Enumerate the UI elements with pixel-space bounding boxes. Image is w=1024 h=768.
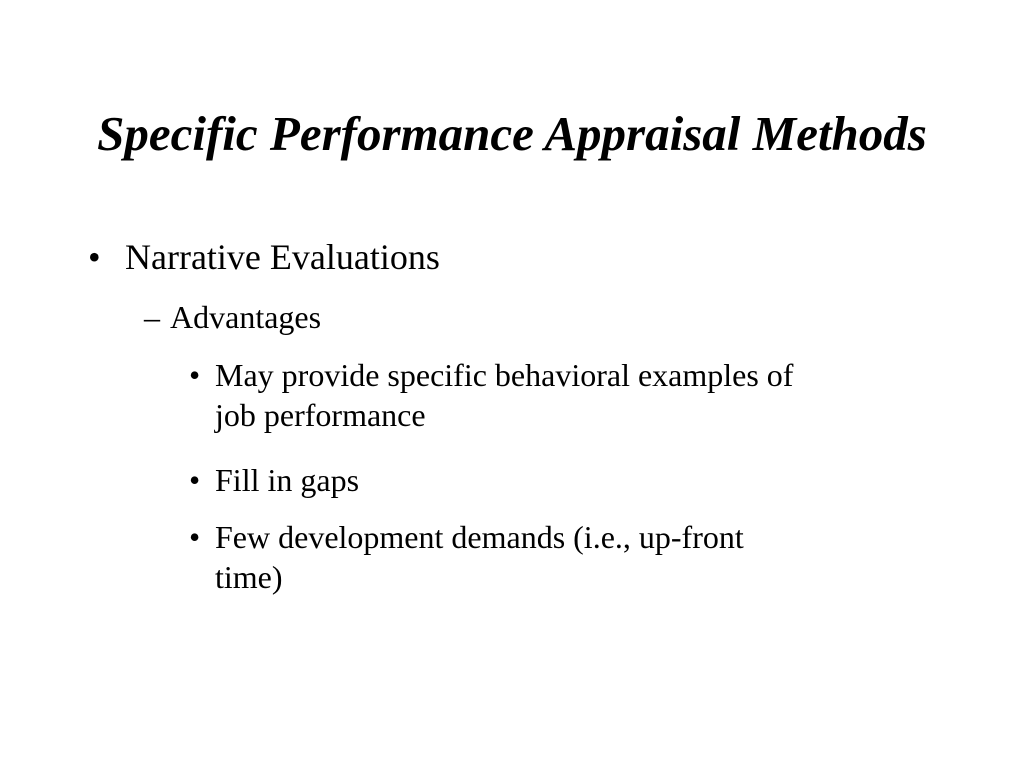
sub-sub-bullet-text-line: May provide specific behavioral examples of <box>215 357 794 393</box>
bullet-icon: • <box>189 357 201 393</box>
bullet-text: Narrative Evaluations <box>125 237 440 277</box>
sub-sub-bullet-item <box>189 355 949 435</box>
bullet-icon: • <box>189 519 201 555</box>
bullet-icon: • <box>189 462 201 498</box>
sub-sub-bullet-text-line: job performance <box>215 397 426 433</box>
bullet-icon: • <box>88 237 101 277</box>
sub-sub-bullet-text-line: Few development demands (i.e., up-front <box>215 519 744 555</box>
sub-sub-bullet-item <box>189 517 949 597</box>
sub-sub-bullet-text-line: Fill in gaps <box>215 462 360 498</box>
sub-bullet-text: Advantages <box>170 299 322 335</box>
dash-icon: – <box>144 299 160 335</box>
slide-title: Specific Performance Appraisal Methods <box>97 106 927 161</box>
sub-sub-bullet-text-line: time) <box>215 559 283 595</box>
sub-sub-bullet-item <box>189 460 949 500</box>
